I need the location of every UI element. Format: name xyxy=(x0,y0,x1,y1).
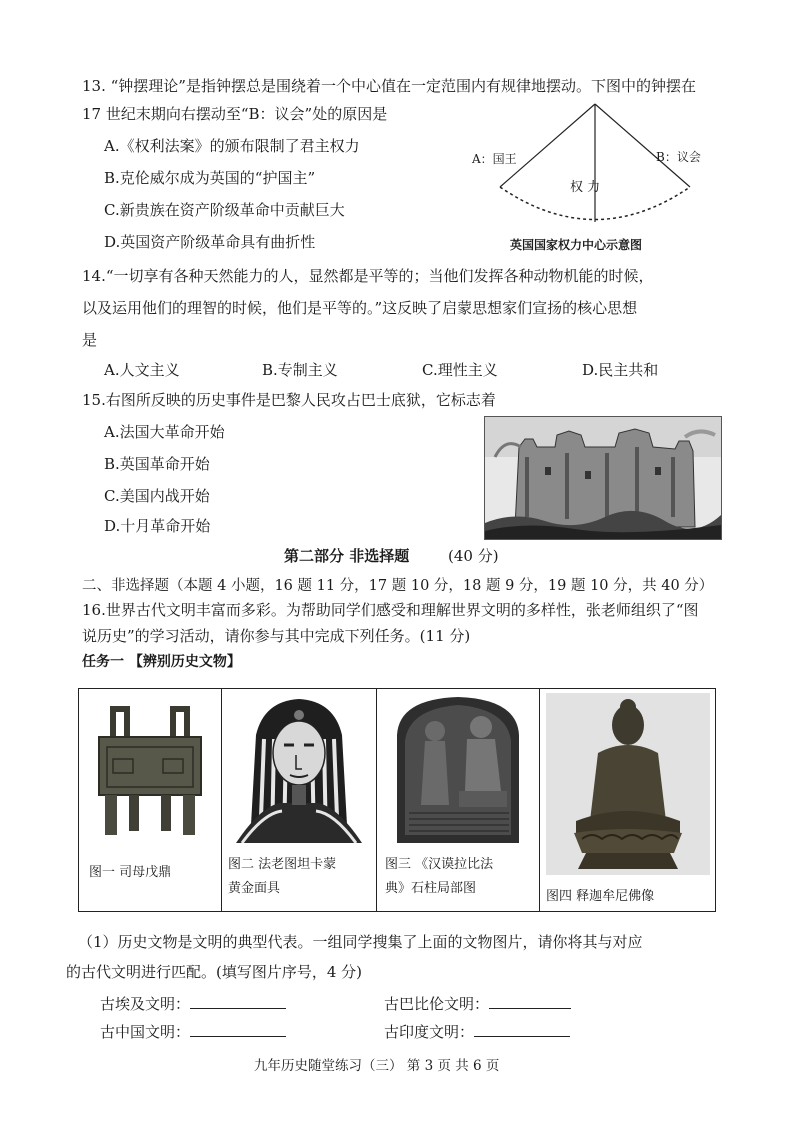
figure2-caption-line2: 黄金面具 xyxy=(228,881,281,896)
buddha-statue-image xyxy=(546,693,710,875)
figure3-caption-line1: 图三 《汉谟拉比法 xyxy=(385,857,494,872)
china-label: 古中国文明： xyxy=(100,1023,191,1041)
pendulum-right-label: B：议会 xyxy=(656,150,701,164)
hammurabi-stele-image xyxy=(389,695,527,843)
egypt-answer-row xyxy=(100,994,286,1014)
q16-stem-line1: 16.世界古代文明丰富而多彩。为帮助同学们感受和理解世界文明的多样性，张老师组织了“图 xyxy=(82,601,699,619)
figure3-caption-line2: 典》石柱局部图 xyxy=(385,881,477,896)
q16-sub1-line2: 的古代文明进行匹配。(填写图片序号，4 分) xyxy=(66,963,363,981)
pendulum-center-label: 权 力 xyxy=(570,180,601,195)
q13-option-a: A.《权利法案》的颁布限制了君主权力 xyxy=(104,137,360,155)
artifact-table xyxy=(78,688,716,912)
q15-option-c: C.美国内战开始 xyxy=(104,487,210,505)
q13-option-c: C.新贵族在资产阶级革命中贡献巨大 xyxy=(104,201,345,219)
q13-option-d: D.英国资产阶级革命具有曲折性 xyxy=(104,233,316,251)
golden-mask-image xyxy=(230,695,368,843)
pendulum-left-label: A：国王 xyxy=(472,152,517,166)
page-footer: 九年历史随堂练习（三） 第 3 页 共 6 页 xyxy=(254,1058,500,1074)
pendulum-caption: 英国国家权力中心示意图 xyxy=(510,238,643,252)
q13-option-b: B.克伦威尔成为英国的“护国主” xyxy=(104,169,316,187)
egypt-label: 古埃及文明： xyxy=(100,995,191,1013)
egypt-answer-blank[interactable] xyxy=(190,994,286,1009)
part2-title: 第二部分 非选择题 xyxy=(284,547,410,565)
figure2-caption-line1: 图二 法老图坦卡蒙 xyxy=(228,857,337,872)
india-label: 古印度文明： xyxy=(384,1023,475,1041)
q15-option-a: A.法国大革命开始 xyxy=(104,423,225,441)
task-one-heading: 任务一 【辨别历史文物】 xyxy=(82,654,241,670)
india-answer-row xyxy=(384,1022,570,1042)
figure4-caption: 图四 释迦牟尼佛像 xyxy=(546,889,655,904)
ding-vessel-image xyxy=(93,703,207,839)
q16-stem-line2: 说历史”的学习活动，请你参与其中完成下列任务。(11 分) xyxy=(82,627,471,645)
artifact-cell-2 xyxy=(222,689,377,911)
q14-option-a: A.人文主义 xyxy=(104,361,180,379)
bastille-picture xyxy=(484,416,722,540)
china-answer-row xyxy=(100,1022,286,1042)
q14-option-d: D.民主共和 xyxy=(582,361,659,379)
q15-option-d: D.十月革命开始 xyxy=(104,517,211,535)
part2-score: (40 分) xyxy=(448,547,499,565)
q15-option-b: B.英国革命开始 xyxy=(104,455,210,473)
q14-option-c: C.理性主义 xyxy=(422,361,498,379)
q16-sub1-line1: （1）历史文物是文明的典型代表。一组同学搜集了上面的文物图片，请你将其与对应 xyxy=(78,933,643,951)
section-two-heading: 二、非选择题（本题 4 小题，16 题 11 分，17 题 10 分，18 题 9 分，19 题 10 分，共 40 分） xyxy=(82,578,714,594)
q15-stem: 15.右图所反映的历史事件是巴黎人民攻占巴士底狱，它标志着 xyxy=(82,391,496,409)
q13-stem-line1: 13. “钟摆理论”是指钟摆总是围绕着一个中心值在一定范围内有规律地摆动。下图中的钟摆在 xyxy=(82,77,696,95)
pendulum-diagram xyxy=(470,102,720,262)
artifact-cell-1 xyxy=(79,689,222,911)
china-answer-blank[interactable] xyxy=(190,1022,286,1037)
q14-stem-line2: 以及运用他们的理智的时候，他们是平等的。”这反映了启蒙思想家们宣扬的核心思想 xyxy=(82,299,638,317)
q14-stem-line3: 是 xyxy=(82,331,98,349)
babylon-answer-blank[interactable] xyxy=(489,994,571,1009)
babylon-label: 古巴比伦文明： xyxy=(384,995,490,1013)
artifact-cell-4 xyxy=(540,689,715,911)
babylon-answer-row xyxy=(384,994,571,1014)
q14-stem-line1: 14.“一切享有各种天然能力的人，显然都是平等的；当他们发挥各种动物机能的时候， xyxy=(82,267,654,285)
q14-option-b: B.专制主义 xyxy=(262,361,338,379)
india-answer-blank[interactable] xyxy=(474,1022,570,1037)
bastille-drawing xyxy=(485,417,721,539)
q13-stem-line2: 17 世纪末期向右摆动至“B：议会”处的原因是 xyxy=(82,105,388,123)
figure1-caption: 图一 司母戊鼎 xyxy=(89,865,172,880)
artifact-cell-3 xyxy=(377,689,540,911)
